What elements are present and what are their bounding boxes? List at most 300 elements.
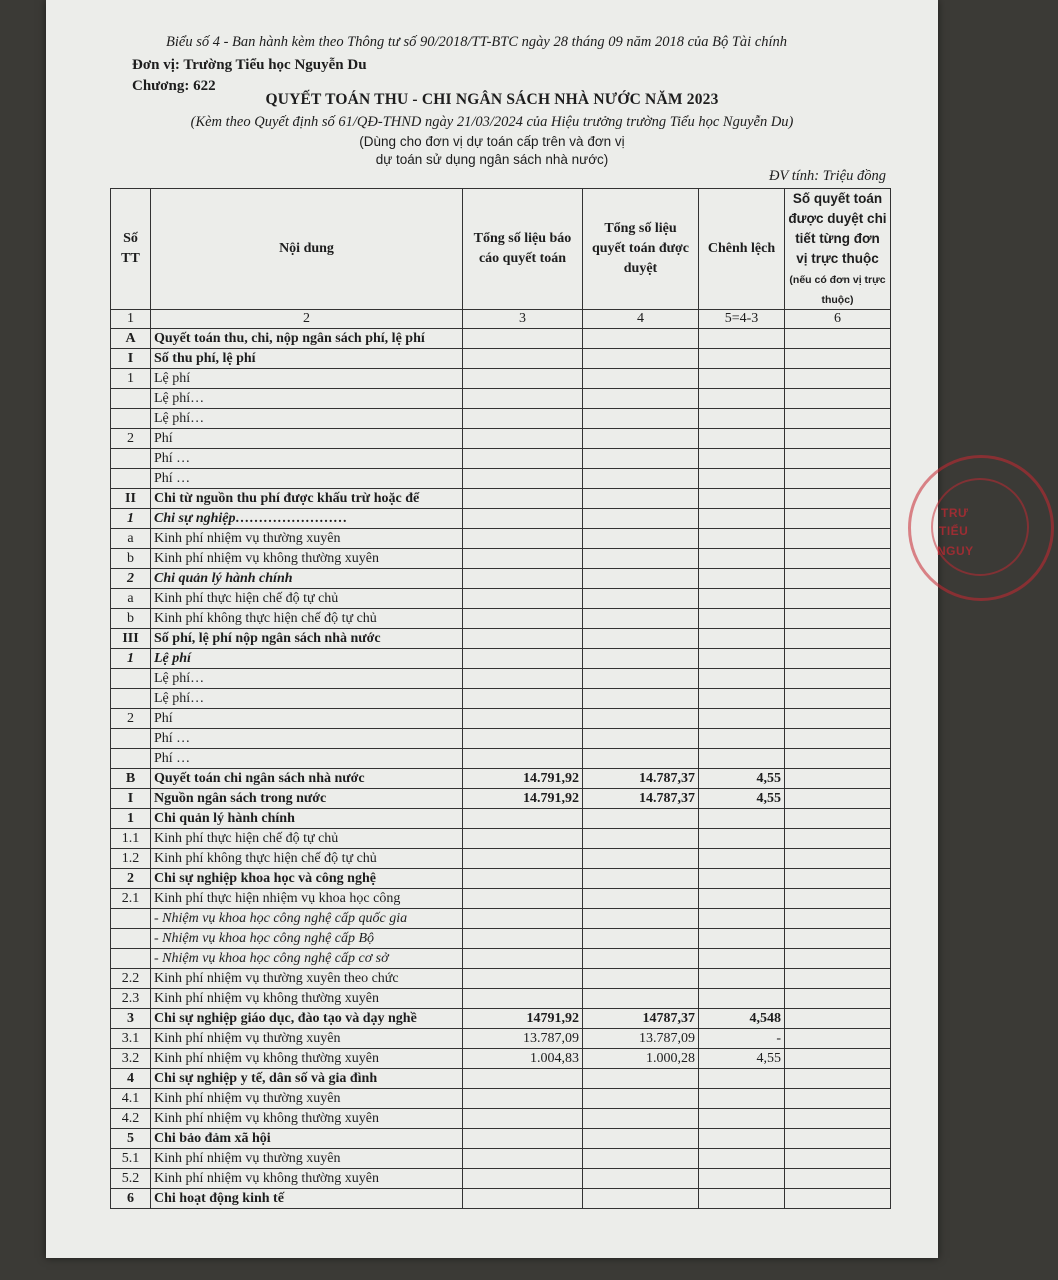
approved-cell: 14787,37 [583,1009,699,1029]
stt-cell: B [111,769,151,789]
table-row [111,789,891,809]
difference-cell [699,409,785,429]
approved-cell [583,1109,699,1129]
detail-cell [785,389,891,409]
table-row [111,749,891,769]
table-row [111,849,891,869]
content-cell: Số phí, lệ phí nộp ngân sách nhà nước [151,629,463,649]
difference-cell [699,569,785,589]
difference-cell: 4,55 [699,789,785,809]
stt-cell: II [111,489,151,509]
approved-cell [583,449,699,469]
detail-cell [785,1049,891,1069]
table-row [111,369,891,389]
reported-cell [463,629,583,649]
stt-cell: a [111,529,151,549]
approved-cell [583,689,699,709]
approved-cell [583,409,699,429]
table-row [111,929,891,949]
difference-cell [699,749,785,769]
content-cell: Kinh phí nhiệm vụ không thường xuyên [151,1169,463,1189]
content-cell: Kinh phí nhiệm vụ thường xuyên [151,1089,463,1109]
content-cell: Chi quản lý hành chính [151,569,463,589]
content-cell: Chi bảo đảm xã hội [151,1129,463,1149]
table-row [111,969,891,989]
stt-cell: b [111,549,151,569]
difference-cell: - [699,1029,785,1049]
difference-cell [699,529,785,549]
detail-cell [785,709,891,729]
difference-cell [699,469,785,489]
stt-cell: 2 [111,569,151,589]
detail-cell [785,869,891,889]
reported-cell [463,489,583,509]
difference-cell [699,489,785,509]
detail-cell [785,1029,891,1049]
stt-cell: 2.1 [111,889,151,909]
approved-cell [583,629,699,649]
detail-cell [785,689,891,709]
table-row [111,1129,891,1149]
stt-cell [111,449,151,469]
content-cell: - Nhiệm vụ khoa học công nghệ cấp quốc gia [151,909,463,929]
table-row [111,829,891,849]
content-cell: Kinh phí nhiệm vụ không thường xuyên [151,989,463,1009]
approved-cell [583,849,699,869]
table-row [111,769,891,789]
reported-cell [463,929,583,949]
content-cell: Chi sự nghiệp khoa học và công nghệ [151,869,463,889]
table-row [111,909,891,929]
content-cell: Quyết toán chi ngân sách nhà nước [151,769,463,789]
content-cell: - Nhiệm vụ khoa học công nghệ cấp cơ sở [151,949,463,969]
reported-cell [463,949,583,969]
stt-cell: 4.2 [111,1109,151,1129]
detail-cell [785,329,891,349]
stt-cell: 4 [111,1069,151,1089]
content-cell: Kinh phí không thực hiện chế độ tự chủ [151,849,463,869]
reported-cell [463,729,583,749]
reported-cell [463,569,583,589]
column-index-cell: 1 [111,310,151,329]
content-cell: Phí [151,429,463,449]
header-detail-text: Số quyết toán được duyệt chi tiết từng đơn vị trực thuộc [788,191,887,266]
difference-cell [699,989,785,1009]
reported-cell [463,409,583,429]
stt-cell [111,469,151,489]
difference-cell [699,1189,785,1209]
difference-cell: 4,548 [699,1009,785,1029]
reported-cell [463,709,583,729]
table-row [111,1089,891,1109]
content-cell: Kinh phí nhiệm vụ không thường xuyên [151,549,463,569]
stt-cell: 1 [111,809,151,829]
table-row [111,509,891,529]
content-cell: Chi sự nghiệp y tế, dân số và gia đình [151,1069,463,1089]
reported-cell [463,369,583,389]
content-cell: Phí [151,709,463,729]
approved-cell [583,489,699,509]
stt-cell: 5.1 [111,1149,151,1169]
stt-cell: 3.1 [111,1029,151,1049]
detail-cell [785,969,891,989]
stt-cell: 2 [111,869,151,889]
detail-cell [785,549,891,569]
approved-cell [583,889,699,909]
reported-cell [463,889,583,909]
header-stt: Số TT [111,189,151,310]
difference-cell: 4,55 [699,1049,785,1069]
difference-cell [699,889,785,909]
settlement-table [110,188,891,1209]
table-row [111,689,891,709]
approved-cell [583,349,699,369]
content-cell: Chi sự nghiệp…………………… [151,509,463,529]
approved-cell [583,549,699,569]
reported-cell [463,589,583,609]
detail-cell [785,1149,891,1169]
difference-cell [699,429,785,449]
table-row [111,809,891,829]
content-cell: - Nhiệm vụ khoa học công nghệ cấp Bộ [151,929,463,949]
seal-text-2: TIỂU [939,524,969,538]
approved-cell [583,869,699,889]
content-cell: Phí … [151,449,463,469]
table-row [111,389,891,409]
content-cell: Kinh phí thực hiện chế độ tự chủ [151,589,463,609]
table-row [111,409,891,429]
reported-cell: 14.791,92 [463,789,583,809]
table-row [111,349,891,369]
usage-note-line1: (Dùng cho đơn vị dự toán cấp trên và đơn vị [359,134,625,149]
approved-cell [583,1169,699,1189]
reported-cell [463,1189,583,1209]
reported-cell: 13.787,09 [463,1029,583,1049]
table-header-row [111,189,891,310]
reported-cell [463,909,583,929]
reported-cell [463,1109,583,1129]
difference-cell [699,969,785,989]
content-cell: Kinh phí nhiệm vụ thường xuyên [151,529,463,549]
content-cell: Kinh phí nhiệm vụ không thường xuyên [151,1049,463,1069]
content-cell: Lệ phí… [151,409,463,429]
content-cell: Kinh phí nhiệm vụ không thường xuyên [151,1109,463,1129]
difference-cell [699,1129,785,1149]
table-row [111,1189,891,1209]
stt-cell: 3.2 [111,1049,151,1069]
stt-cell: A [111,329,151,349]
detail-cell [785,669,891,689]
difference-cell [699,609,785,629]
column-index-cell: 3 [463,310,583,329]
column-index-cell: 5=4-3 [699,310,785,329]
chapter-code: Chương: 622 [132,78,216,94]
approved-cell: 14.787,37 [583,789,699,809]
table-row [111,589,891,609]
reported-cell [463,829,583,849]
content-cell: Chi quản lý hành chính [151,809,463,829]
approved-cell [583,729,699,749]
approved-cell: 13.787,09 [583,1029,699,1049]
table-row [111,1009,891,1029]
difference-cell: 4,55 [699,769,785,789]
difference-cell [699,1109,785,1129]
table-row [111,889,891,909]
stt-cell [111,669,151,689]
approved-cell [583,389,699,409]
approved-cell [583,1149,699,1169]
document-subtitle: (Kèm theo Quyết định số 61/QĐ-THND ngày 21/03/2024 của Hiệu trưởng trường Tiểu học Nguyễn Du) [190,114,794,130]
detail-cell [785,1169,891,1189]
table-row [111,529,891,549]
reported-cell [463,549,583,569]
reported-cell: 14791,92 [463,1009,583,1029]
detail-cell [785,809,891,829]
reported-cell [463,349,583,369]
difference-cell [699,629,785,649]
reported-cell [463,429,583,449]
red-seal [908,455,1054,601]
table-row [111,1029,891,1049]
detail-cell [785,649,891,669]
approved-cell [583,1129,699,1149]
approved-cell: 14.787,37 [583,769,699,789]
stt-cell: 6 [111,1189,151,1209]
content-cell: Kinh phí thực hiện nhiệm vụ khoa học công [151,889,463,909]
reported-cell [463,1069,583,1089]
reported-cell [463,1129,583,1149]
detail-cell [785,1089,891,1109]
content-cell: Kinh phí không thực hiện chế độ tự chủ [151,609,463,629]
reported-cell [463,469,583,489]
approved-cell [583,969,699,989]
approved-cell [583,989,699,1009]
table-row [111,629,891,649]
reported-cell [463,329,583,349]
reported-cell [463,449,583,469]
reported-cell [463,389,583,409]
content-cell: Phí … [151,469,463,489]
legal-reference: Biểu số 4 - Ban hành kèm theo Thông tư số 90/2018/TT-BTC ngày 28 tháng 09 năm 2018 của Bộ Tài chính [166,34,788,50]
approved-cell [583,469,699,489]
difference-cell [699,1069,785,1089]
detail-cell [785,409,891,429]
approved-cell [583,369,699,389]
detail-cell [785,1189,891,1209]
content-cell: Kinh phí nhiệm vụ thường xuyên [151,1149,463,1169]
detail-cell [785,729,891,749]
detail-cell [785,789,891,809]
table-row [111,549,891,569]
detail-cell [785,449,891,469]
reported-cell [463,869,583,889]
detail-cell [785,1069,891,1089]
detail-cell [785,1109,891,1129]
reported-cell [463,669,583,689]
detail-cell [785,609,891,629]
difference-cell [699,669,785,689]
content-cell: Phí … [151,729,463,749]
detail-cell [785,529,891,549]
content-cell: Lệ phí [151,649,463,669]
detail-cell [785,349,891,369]
stt-cell [111,929,151,949]
reported-cell [463,649,583,669]
table-row [111,429,891,449]
stt-cell: 2.2 [111,969,151,989]
stt-cell: 5 [111,1129,151,1149]
content-cell: Số thu phí, lệ phí [151,349,463,369]
content-cell: Kinh phí nhiệm vụ thường xuyên [151,1029,463,1049]
seal-text-3: NGUY [937,544,974,558]
stt-cell: 4.1 [111,1089,151,1109]
table-row [111,449,891,469]
table-row [111,1109,891,1129]
content-cell: Kinh phí thực hiện chế độ tự chủ [151,829,463,849]
unit-name: Đơn vị: Trường Tiểu học Nguyễn Du [132,57,367,73]
detail-cell [785,949,891,969]
approved-cell [583,1189,699,1209]
difference-cell [699,1149,785,1169]
table-row [111,649,891,669]
approved-cell [583,749,699,769]
reported-cell [463,1169,583,1189]
table-row [111,869,891,889]
stt-cell: 5.2 [111,1169,151,1189]
stt-cell [111,409,151,429]
stt-cell [111,949,151,969]
stt-cell: I [111,789,151,809]
reported-cell [463,989,583,1009]
table-row [111,1069,891,1089]
stt-cell [111,729,151,749]
content-cell: Chi hoạt động kinh tế [151,1189,463,1209]
detail-cell [785,929,891,949]
table-row [111,1049,891,1069]
stt-cell: 1 [111,369,151,389]
stt-cell: 2 [111,429,151,449]
detail-cell [785,629,891,649]
detail-cell [785,889,891,909]
reported-cell [463,749,583,769]
stt-cell: 1.1 [111,829,151,849]
column-index-cell: 2 [151,310,463,329]
approved-cell [583,929,699,949]
approved-cell [583,829,699,849]
content-cell: Lệ phí [151,369,463,389]
detail-cell [785,509,891,529]
reported-cell [463,509,583,529]
approved-cell [583,909,699,929]
difference-cell [699,1089,785,1109]
difference-cell [699,829,785,849]
reported-cell [463,529,583,549]
stt-cell: b [111,609,151,629]
detail-cell [785,849,891,869]
difference-cell [699,949,785,969]
difference-cell [699,869,785,889]
difference-cell [699,809,785,829]
detail-cell [785,489,891,509]
document-page [46,0,974,1258]
stt-cell [111,909,151,929]
header-content: Nội dung [151,189,463,310]
stt-cell: 2.3 [111,989,151,1009]
approved-cell [583,809,699,829]
difference-cell [699,449,785,469]
content-cell: Phí … [151,749,463,769]
detail-cell [785,469,891,489]
stt-cell: 1 [111,509,151,529]
difference-cell [699,729,785,749]
content-cell: Quyết toán thu, chi, nộp ngân sách phí, lệ phí [151,329,463,349]
table-row [111,489,891,509]
difference-cell [699,329,785,349]
content-cell: Lệ phí… [151,389,463,409]
stt-cell: a [111,589,151,609]
content-cell: Chi sự nghiệp giáo dục, đào tạo và dạy nghề [151,1009,463,1029]
table-row [111,1169,891,1189]
detail-cell [785,989,891,1009]
table-row [111,609,891,629]
detail-cell [785,589,891,609]
table-row [111,1149,891,1169]
difference-cell [699,909,785,929]
reported-cell [463,689,583,709]
approved-cell [583,649,699,669]
difference-cell [699,709,785,729]
table-row [111,569,891,589]
unit-of-measure: ĐV tính: Triệu đồng [769,168,886,184]
approved-cell [583,329,699,349]
stt-cell: I [111,349,151,369]
stt-cell: 2 [111,709,151,729]
stt-cell: 1.2 [111,849,151,869]
content-cell: Nguồn ngân sách trong nước [151,789,463,809]
approved-cell: 1.000,28 [583,1049,699,1069]
table-row [111,949,891,969]
approved-cell [583,1069,699,1089]
stt-cell [111,389,151,409]
approved-cell [583,1089,699,1109]
column-index-cell: 4 [583,310,699,329]
header-detail-note: (nếu có đơn vị trực thuộc) [789,274,886,306]
content-cell: Chi từ nguồn thu phí được khấu trừ hoặc để [151,489,463,509]
table-row [111,729,891,749]
detail-cell [785,1009,891,1029]
content-cell: Lệ phí… [151,689,463,709]
table-row [111,669,891,689]
approved-cell [583,709,699,729]
difference-cell [699,549,785,569]
detail-cell [785,829,891,849]
difference-cell [699,349,785,369]
difference-cell [699,929,785,949]
detail-cell [785,749,891,769]
approved-cell [583,609,699,629]
detail-cell [785,769,891,789]
approved-cell [583,569,699,589]
document-title: QUYẾT TOÁN THU - CHI NGÂN SÁCH NHÀ NƯỚC NĂM 2023 [265,91,719,108]
difference-cell [699,509,785,529]
approved-cell [583,509,699,529]
stt-cell [111,689,151,709]
detail-cell [785,569,891,589]
approved-cell [583,949,699,969]
table-row [111,709,891,729]
detail-cell [785,909,891,929]
stt-cell: 1 [111,649,151,669]
